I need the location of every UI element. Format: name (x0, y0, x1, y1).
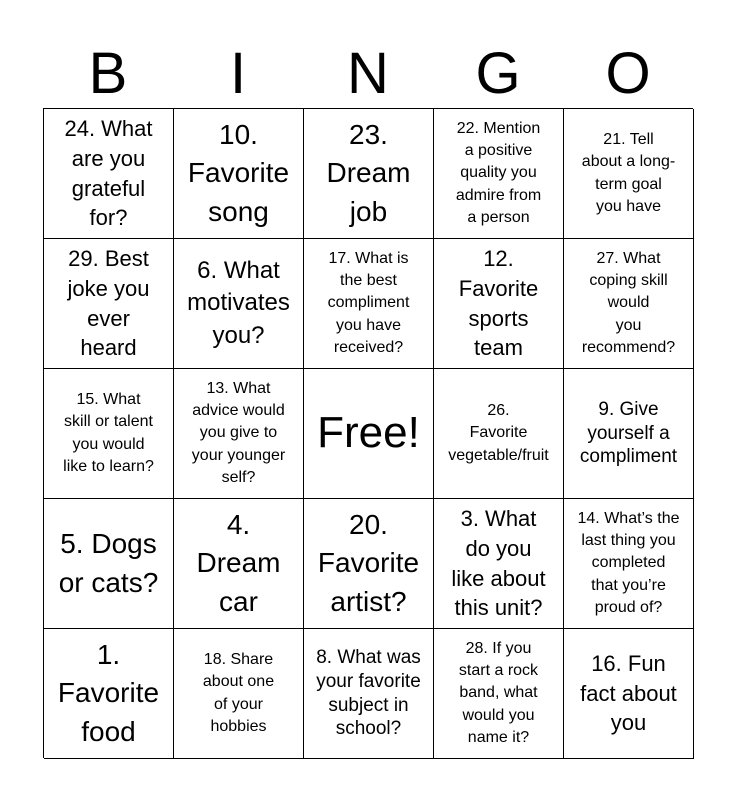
header-letter-n: N (347, 41, 389, 106)
bingo-board (43, 108, 693, 758)
bingo-cell-r4-c2[interactable] (174, 499, 304, 629)
bingo-cell-r1-c3[interactable] (304, 109, 434, 239)
free-space-label: Free! (317, 408, 420, 458)
bingo-cell-r2-c5[interactable] (564, 239, 694, 369)
cell-text: 22. Mention a positive quality you admire from a person (455, 120, 542, 226)
cell-text: 15. What skill or talent you would like to learn? (63, 391, 154, 475)
bingo-cell-r5-c1[interactable] (44, 629, 174, 759)
bingo-cell-r2-c2[interactable] (174, 239, 304, 369)
bingo-cell-r5-c3[interactable] (304, 629, 434, 759)
cell-text: 4. Dream car (196, 509, 281, 617)
header-letter-g: G (475, 41, 521, 106)
cell-text: 24. What are you grateful for? (64, 116, 153, 231)
bingo-cell-r2-c1[interactable] (44, 239, 174, 369)
cell-text: 27. What coping skill would you recommend? (581, 250, 676, 356)
cell-text: 8. What was your favorite subject in school? (316, 647, 421, 740)
header-letter-b: B (88, 41, 128, 106)
bingo-cell-r2-c3[interactable] (304, 239, 434, 369)
cell-text: 17. What is the best compliment you have received? (327, 250, 410, 356)
cell-text: 10. Favorite song (187, 119, 290, 227)
bingo-cell-r1-c5[interactable] (564, 109, 694, 239)
bingo-cell-r4-c4[interactable] (434, 499, 564, 629)
bingo-cell-r1-c4[interactable] (434, 109, 564, 239)
bingo-cell-r5-c5[interactable] (564, 629, 694, 759)
cell-text: 13. What advice would you give to your younger self? (191, 380, 286, 486)
cell-text: 5. Dogs or cats? (58, 528, 159, 598)
bingo-cell-r4-c5[interactable] (564, 499, 694, 629)
bingo-cell-r5-c4[interactable] (434, 629, 564, 759)
bingo-cell-free[interactable] (304, 369, 434, 499)
bingo-cell-r3-c2[interactable] (174, 369, 304, 499)
header-letter-i: I (229, 41, 247, 106)
bingo-cell-r5-c2[interactable] (174, 629, 304, 759)
header-letter-o: O (605, 41, 651, 106)
cell-text: 23. Dream job (326, 119, 411, 227)
cell-text: 26. Favorite vegetable/fruit (448, 402, 549, 464)
cell-text: 18. Share about one of your hobbies (202, 651, 275, 735)
bingo-header (43, 40, 693, 108)
bingo-cell-r4-c3[interactable] (304, 499, 434, 629)
cell-text: 20. Favorite artist? (317, 509, 420, 617)
bingo-cell-r1-c1[interactable] (44, 109, 174, 239)
cell-text: 6. What motivates you? (187, 256, 290, 349)
cell-text: 28. If you start a rock band, what would you name it? (458, 640, 539, 746)
bingo-cell-r1-c2[interactable] (174, 109, 304, 239)
bingo-cell-r3-c5[interactable] (564, 369, 694, 499)
bingo-cell-r4-c1[interactable] (44, 499, 174, 629)
bingo-cell-r2-c4[interactable] (434, 239, 564, 369)
cell-text: 16. Fun fact about you (580, 650, 677, 736)
cell-text: 3. What do you like about this unit? (451, 506, 546, 621)
cell-text: 12. Favorite sports team (458, 246, 539, 361)
bingo-cell-r3-c4[interactable] (434, 369, 564, 499)
cell-text: 21. Tell about a long- term goal you have (581, 131, 676, 215)
cell-text: 14. What’s the last thing you completed that you’re proud of? (577, 510, 680, 616)
bingo-cell-r3-c1[interactable] (44, 369, 174, 499)
cell-text: 9. Give yourself a compliment (579, 399, 678, 468)
cell-text: 29. Best joke you ever heard (67, 246, 150, 361)
cell-text: 1. Favorite food (57, 639, 160, 747)
